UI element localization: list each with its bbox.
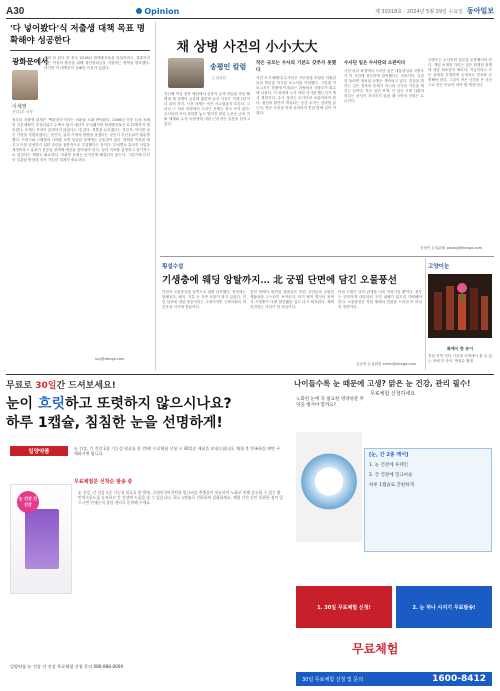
column-paragraph: 사건 초기 해병대 수사단은 사단장을 포함한 지휘관들의 책임을 적시한 보고서를 작성했다. 그런데 이 보고서가 경찰에 이첩되는 과정에서 국방부가 회수에 나섰다. 이 과정에 누가 어떤 지시를 했는지가 핵심 쟁점이다. 수사 결과는 수사단의 소관이어야 한다. 윗선의 판단이 개입되는 순간 수사는 신뢰를 잃는다. 작은 사건을 작게 처리하지 못한 탓에 일이 커졌다. <box>256 76 336 115</box>
ilyang-logo: 일양약품 <box>10 446 68 456</box>
ad2-headline: 나이들수록 눈 때문에 고생? 맑은 눈 건강, 관리 필수! <box>294 379 471 388</box>
article-body: 정부의 저출생 대책은 '백화점식'이라는 비판을 오래 받아왔다. 2006년 이후 다섯 차례의 기본계획이 추진되었고 수백조 원의 예산이 투입됐지만 합계출산율은 0.72명까지 떨어졌다. 문제는 목표가 분명하지 않았다는 데 있다. 결혼을 늘리겠다는 것인지, 아이를 낳은 가정을 지원하겠다는 것인지, 일과 가정의 양립을 돕겠다는 것인지 우선순위가 불분명했다. 프랑스와 스웨덴의 사례를 보면 성공한 정책에는 공통점이 있다. 명확한 목표를 세우고 이를 달성하기 위한 수단을 집중적으로 투입했다는 점이다. 부처별로 흩어진 사업을 재정비하고 효과가 검증된 정책에 예산을 몰아줘야 한다. 성과 지표를 설정하고 정기적으로 점검하는 체계도 필요하다. 저출생 문제는 단기간에 해결되지 않는다. 그렇기에 더더욱 일관된 방향과 지속 가능한 설계가 중요하다. <box>12 118 150 162</box>
column-divider <box>155 22 156 370</box>
section-divider <box>160 256 494 257</box>
ad-headline <box>6 395 288 433</box>
headline-rule <box>10 50 150 51</box>
columnist-role: 논설위원 <box>212 76 226 80</box>
call-label: 30일 무료체험 신청 및 문의 <box>302 676 364 683</box>
ad-headline-highlight: 흐릿 <box>37 396 65 412</box>
hoengseol-body: 풍선 안에서 발견된 물품들은 북한 주민들의 궁핍한 생활상을 고스란히 보여준다. 과거 탈북 병사의 몸에서 기생충이 다량 발견됐던 일도 다시 회자된다. 체제 선전과는 거리가 먼 현실이다. <box>250 290 334 309</box>
column-body <box>344 58 424 252</box>
ad2-question: 노화된 눈에 꼭 필요한 영양성분 무엇을 챙겨야 할까요? <box>296 397 365 408</box>
ad2-promo: 무료체험 신청하세요 <box>370 391 416 397</box>
cat-eye-photo <box>428 274 492 338</box>
ad-tagline <box>6 378 288 391</box>
column-body: 국방부는 수사단의 결론을 존중했어야 한다. 책임 소재를 가리는 것은 희생된 장병에 대한 최소한의 예의다. 지금이라도 모든 과정을 투명하게 공개하고 진상을 규명해야 한다. 그것이 작은 사건을 큰 사건으로 만든 이들이 져야 할 책임이다. <box>428 58 492 87</box>
ad-notice: 무료체험분 선착순 발송 중 <box>74 479 133 485</box>
article-headline: '다 넣어봤다'식 저출생 대책 목표 명확해야 성공한다 <box>10 24 145 46</box>
ad-headline-text: 하고 또렷하지 않으시나요? <box>65 396 232 412</box>
ad-tagline-text: 무료로 <box>6 381 36 391</box>
product-badge: 눈 건강 간 건강 <box>17 491 39 513</box>
author-email: ssy@donga.com <box>95 357 125 361</box>
call-bar[interactable] <box>296 672 492 686</box>
column-body: 지난해 여름 경북 예천에서 실종자 수색 작업을 하던 해병대 채 상병이 급류에 휩쓸려 숨진 사건은 이제 1년이 다 되어 간다. 사건 자체는 작은 사고였을지 모른다. 그러나 그 처리 과정에서 드러난 문제는 결코 작지 않다. 수사단의 조사 결과를 놓고 벌어진 외압 논란은 군의 지휘 체계와 수사 독립성에 대한 근본적인 질문을 던지고 있다. <box>164 92 250 126</box>
hoengseol-headline: 기생충에 웨딩 앙탈까지… 北 궁핍 단면에 담긴 오물풍선 <box>162 275 397 286</box>
trial-banner[interactable]: 1. 30일 무료체험 신청! <box>296 586 392 628</box>
columnist-photo <box>168 58 204 88</box>
header-divider <box>6 18 494 19</box>
ad-footer: 일양약품 눈 건강 간 건강 무료체험 신청 문의 080-888-0000 <box>10 664 124 669</box>
ad-body: 눈 건강, 간 건강 2중 기능성 원료를 한 번에. 루테인지아잔틴과 밀크씨슬 추출물이 함유되어 노화로 인해 감소될 수 있는 황반색소밀도를 유지하고 간 건강에 도움을 줄 수 있습니다. 하루 1캡슐로 간편하게 섭취하세요. 체험 기간 동안 불편한 점이 있으시면 언제든지 상담 센터로 문의해 주세요. <box>78 490 284 506</box>
ad-tagline-text: 간 드셔보세요! <box>56 381 116 391</box>
call-number: 1600-8412 <box>432 674 486 684</box>
column-headline: 채 상병 사건의 小小大大 <box>176 40 318 55</box>
column-paragraph: 사건 처리 과정에서 드러난 것은 대통령실과 국방부가 이 사건에 과도하게 관여했다는 의혹이다. 특검을 둘러싼 정치권 공방은 계속되고 있다. 진실을 밝히는 일은 정파의 문제가 아니라 국가의 기본을 세우는 일이다. 작은 일은 작게, 큰 일은 크게 다뤄야 한다는 상식이 지켜지지 않을 때 국민의 신뢰는 무너진다. <box>344 69 424 103</box>
author-heading: 광화문에서 <box>12 57 49 66</box>
eye-illustration <box>296 432 362 542</box>
ad-divider <box>6 374 494 375</box>
opinion-dot-icon <box>136 8 142 14</box>
cat-eye-caption: 화예이 한 송이 <box>447 346 473 351</box>
section-label <box>136 7 179 16</box>
author-photo <box>12 70 38 100</box>
hoengseol-body: 북한이 오물풍선을 남쪽으로 대량 살포했다. 풍선에는 담배꽁초, 폐지, 거름 등 각종 오물이 담겨 있었다. 전단 살포에 대한 대응이라는 주장이지만 국제사회의 비웃음을 사기에 충분하다. <box>162 290 246 309</box>
section-title: Opinion <box>144 6 180 16</box>
author-name: 이세영 <box>12 104 27 110</box>
panel-row: 하루 1캡슐로 간편하게 <box>369 483 414 488</box>
issue-info: 제 30318호 · 2024년 5월 29일 수요일 <box>374 8 463 15</box>
column-subhead: 작은 규모는 수사의 기본도 갖추지 못했다 <box>256 61 336 73</box>
cat-eye-text: 전남 지역 저녁 시간대 서재에서 볼 수 있는 화예 한 송이. 박창수 촬영 <box>428 354 492 363</box>
column-body <box>256 58 336 252</box>
author-role: 산업1부 차장 <box>12 110 33 114</box>
shipping-banner[interactable]: 2. 눈 하나 사지기 무료발송! <box>396 586 492 628</box>
cat-eye-label: 고양이눈 <box>428 264 450 270</box>
ad2-banners <box>296 586 492 628</box>
ad-headline-line2: 하루 1캡슐, 침침한 눈을 선명하게! <box>6 415 223 431</box>
product-box <box>25 509 59 569</box>
hoengseol-body: 이런 도발은 남북 관계를 더욱 악화시킬 뿐이다. 정부는 단호하게 대응하되 주민 피해가 없도록 대비해야 한다. 오물풍선은 북한 체제의 민낯을 드러낸 또 하나의 장면이다. <box>338 290 422 309</box>
panel-row: 1. 눈 건강에 루테인 <box>369 463 409 468</box>
page-header <box>6 4 494 18</box>
newspaper-logo: 동아일보 <box>466 7 494 15</box>
panel-row: 2. 간 건강에 밀크씨슬 <box>369 473 413 478</box>
hoengseol-signature: 김승련 논설위원 srkim@donga.com <box>356 362 417 366</box>
column-signature: 송평인 논설위원 pisong@donga.com <box>420 246 483 250</box>
ad2-benefit-panel <box>364 448 492 552</box>
ad-summary: 눈 건강, 간 건강 2종 기능성 원료를 한 번에! 무료체험 신청 시 30일분 제품을 보내드립니다. 체험 후 만족하실 때만 구매하시면 됩니다. <box>74 446 280 456</box>
hoengseol-label: 횡설수설 <box>162 264 184 270</box>
ad-tagline-highlight: 30일 <box>35 381 57 391</box>
article-body: 엘라 안 된다 한 중국 2018년 합계출산율을 달성하려고, 결혼하지 않은 여성의 출산을 위해 출산장려금을 지원하는 정책을 발표했다. 하지만 이 대책들이 실패한 이유가 있었다. <box>44 56 150 70</box>
column-divider <box>425 258 426 370</box>
free-trial-label: 무료체험 <box>352 642 399 656</box>
page-number: A30 <box>6 5 25 17</box>
ad-headline-text: 눈이 <box>6 396 38 412</box>
panel-heading: [눈, 간 2종 케어] <box>369 452 409 458</box>
product-image <box>10 484 72 594</box>
column-subhead: 수사단 일은 수사단의 소관이다 <box>344 61 406 66</box>
columnist-name: 송평인 칼럼 <box>210 62 247 71</box>
